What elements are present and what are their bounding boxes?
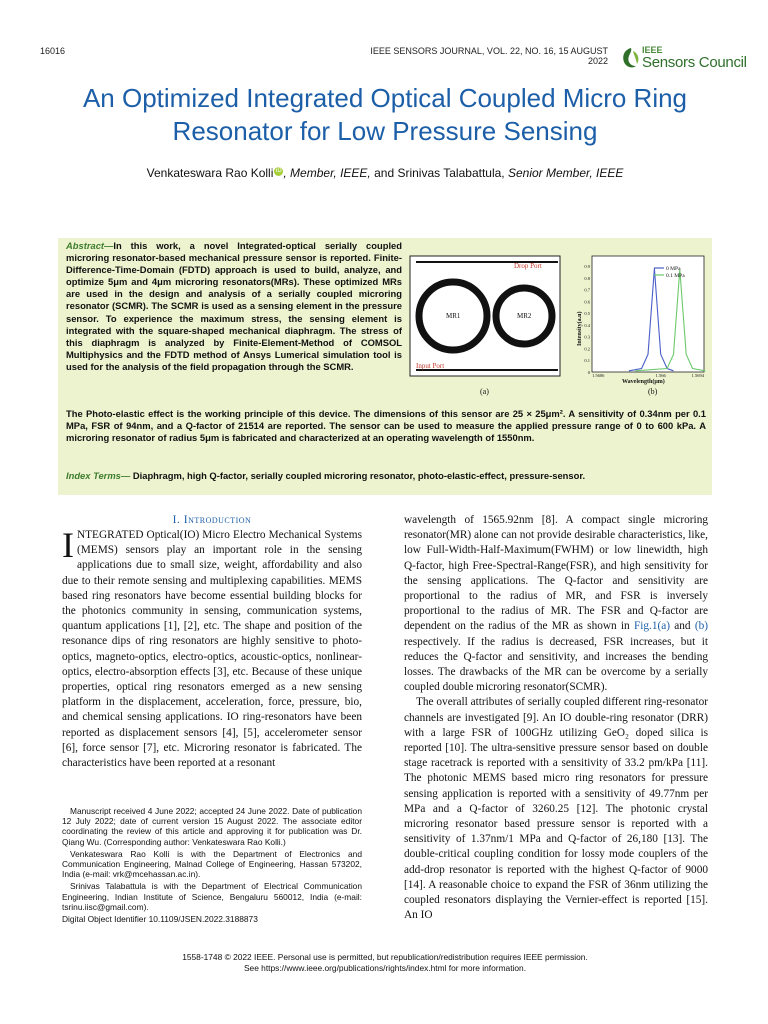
intro-column-2: [404, 513, 708, 923]
abstract-paragraph-1: [66, 240, 402, 373]
logo-text-council: Sensors Council: [642, 54, 747, 71]
abstract-label: Abstract—: [66, 240, 114, 251]
x-tick-label: 1.5694: [691, 373, 704, 378]
drop-port-label: Drop Port: [514, 262, 542, 270]
input-port-label: Input Port: [416, 362, 445, 370]
drop-cap: I: [62, 525, 74, 565]
paper-title: An Optimized Integrated Optical Coupled Micro Ring Resonator for Low Pressure Sensing: [82, 83, 688, 146]
fig1a-link[interactable]: Fig.1(a): [633, 620, 671, 633]
footnote-manuscript: Manuscript received 4 June 2022; accepted 24 June 2022. Date of publication 12 July 2022; date of current version 15 August 2022. The associate editor coordinating the review of this article and approving it for publication was Dr. Qiang Wu. (Corresponding author: Venkateswara Rao Kolli.): [62, 806, 362, 847]
section-title: Introduction: [183, 514, 252, 526]
author-joiner: and Srinivas Talabattula,: [370, 166, 508, 180]
figure-1-svg: [408, 254, 708, 400]
y-axis-label: Intensity(a.u): [577, 311, 583, 346]
y-tick-labels: [584, 264, 590, 375]
index-terms: [66, 470, 706, 482]
ieee-sensors-council-logo: [620, 44, 747, 74]
footnote-author-1: Venkateswara Rao Kolli is with the Department of Electronics and Communication Engineering, Malnad College of Engineering, Hassan 573202, India (e-mail: vrk@mcehassan.ac.in).: [62, 848, 362, 880]
copyright-footer: [40, 952, 730, 974]
orcid-icon[interactable]: iD: [276, 168, 282, 174]
y-tick-label: 0.9: [584, 264, 590, 269]
y-tick-label: 0.4: [584, 322, 590, 328]
author-line: [40, 166, 730, 180]
figure-label-a: (a): [480, 387, 489, 396]
y-tick-label: 0: [587, 370, 590, 375]
footnotes: [62, 806, 362, 926]
index-terms-label: Index Terms—: [66, 470, 131, 481]
section-number: I.: [172, 514, 184, 526]
abstract-paragraph-2: The Photo-elastic effect is the working principle of this device. The dimensions of this sensor are 25 × 25μm². A sensitivity of 0.34nm per 0.1 MPa, FSR of 94nm, and a Q-factor of 21514 are reported. The sensor can be used to measure the applied pressure range of 0 to 600 kPa. A microring resonator of radius 5μm is fabricated and characterized at an operating wavelength of 1550nm.: [66, 408, 706, 444]
copyright-line-2: See https://www.ieee.org/publications/rights/index.html for more information.: [243, 963, 527, 973]
y-tick-label: 0.5: [584, 311, 590, 317]
x-tick-label: 1.566: [655, 373, 666, 378]
x-tick-label: 1.5606: [592, 373, 605, 378]
section-heading: [62, 514, 362, 526]
y-tick-label: 0.8: [584, 275, 590, 281]
legend-01mpa: 0.1 MPa: [666, 273, 685, 279]
y-tick-label: 0.7: [584, 287, 590, 293]
intro-text-1: NTEGRATED Optical(IO) Micro Electro Mechanical Systems (MEMS) sensors play an important role in the sensing applications due to small size, weight, affordability and also due to their remote sensing and multiplexing capabilities. MEMS based ring resonators have become essential building blocks for the photonics community in sensing, communication systems, quantum applications [1], [2], etc. The shape and position of the resonance dips of ring resonators are highly sensitive to photo-optics, magneto-optics, electro-optics, acoustic-optics, nonlinear-optics, electro-absorption effects [3], etc. Because of these unique properties, optical ring resonators emerged as a new sensing platform in the displacement, acceleration, force, pressure, bio, and chemical sensing applications. IO ring-resonators have been reported as displacement sensors [4], [5], accelerometer sensor [6], force sensor [7], etc. Microring resonator is fabricated. The characteristics have been reported at a resonant: [62, 529, 362, 770]
intro-paragraph-1: [62, 525, 362, 771]
legend-0mpa: 0 MPa: [666, 266, 681, 272]
intro-text-and: and: [670, 620, 695, 633]
author-1: Venkateswara Rao Kolli: [146, 166, 274, 180]
author-2-role: Senior Member, IEEE: [507, 166, 624, 180]
x-tick-labels: [592, 373, 705, 378]
intro-text-2b: respectively. If the radius is decreased, FSR increases, but it reduces the Q-factor and sensitivity, and increases the bending losses. The drawbacks of the MR can be overcome by a serially coupled double microring resonator(SCMR).: [404, 635, 708, 694]
y-tick-label: 0.6: [584, 299, 590, 305]
page-number: 16016: [40, 46, 66, 56]
ring-mr2-label: MR2: [517, 312, 532, 320]
footnote-doi: Digital Object Identifier 10.1109/JSEN.2022.3188873: [62, 914, 258, 925]
spectrum-plot: [576, 256, 705, 385]
footnote-author-2: Srinivas Talabattula is with the Department of Electrical Communication Engineering, Indian Institute of Science, Bengaluru 560012, India (e-mail: tsrinu.iisc@gmail.com).: [62, 881, 362, 912]
copyright-line-1: 1558-1748 © 2022 IEEE. Personal use is permitted, but republication/redistribution requires IEEE permission.: [182, 952, 588, 962]
intro-paragraph-3: The overall attributes of serially coupled different ring-resonator channels are investigated [9]. An IO double-ring resonator (DRR) with a large FSR of 100GHz utilizing GeO₂ doped silica is reported [10]. The ultra-sensitive pressure sensor based on double stage racetrack is reported with a sensitivity of 33.2 pm/kPa [11]. The photonic MEMS based micro ring resonators for pressure sensing application is reported with a sensitivity of 49.77nm per MPa and a Q-factor of 3260.25 [12]. The photonic crystal microring resonator based pressure sensor is reported with a sensitivity of 1.37nm/1 MPa and Q-factor of 26,180 [13]. The double-critical coupling condition for lossy mode couplers of the add-drop resonator is reported with the highest Q-factor of 9000 [14]. A reasonable choice to expand the FSR of 36nm utilizing the coupled resonators displaying the Vernier-effect is reported [15]. An IO: [404, 696, 708, 922]
ring-mr1-label: MR1: [446, 312, 461, 320]
intro-paragraph-2: [404, 513, 708, 695]
logo-text-ieee: IEEE: [642, 45, 663, 55]
x-axis-label: Wavelength(μm): [622, 379, 665, 385]
abstract-text-1: In this work, a novel Integrated-optical serially coupled microring resonator-based mechanical pressure sensor is reported. Finite-Difference-Time-Domain (FDTD) approach is used to build, analyze, and optimize 5μm and 4μm microring resonators(MRs). These optimized MRs are used in the design and analysis of a serially coupled microring resonator (SCMR). The SCMR is used as a sensing element in the pressure sensor. To experience the maximum stress, the sensing element is integrated with the square-shaped mechanical diaphragm. The stress of this diaphragm is analyzed by Finite-Element-Method of COMSOL Multiphysics and the FDTD method of Ansys Lumerical simulation tool is used for the analysis of the field propagation through the SCMR.: [66, 240, 402, 372]
y-tick-label: 0.2: [584, 346, 590, 352]
fig1b-link[interactable]: (b): [694, 620, 708, 633]
intro-text-2a: wavelength of 1565.92nm [8]. A compact single microring resonator(MR) alone can not provide desirable characteristics, like, low Full-Width-Half-Maximum(FWHM) or low linewidth, high Q-factor, high Free-Spectral-Range(FSR), and high sensitivity for the sensing applications. The Q-factor and sensitivity are proportional to the radius of MR, and FSR is inversely proportional to the radius of MR. The FSR and Q-factor are dependent on the radius of the MR as shown in: [404, 514, 708, 633]
y-tick-label: 0.3: [584, 334, 590, 340]
figure-label-b: (b): [648, 387, 658, 396]
sensors-council-mark-icon: [620, 46, 642, 70]
author-1-role: , Member, IEEE,: [283, 166, 371, 180]
y-tick-label: 0.1: [584, 358, 590, 364]
index-terms-text: Diaphragm, high Q-factor, serially coupled microring resonator, photo-elastic-effect, pressure-sensor.: [130, 470, 586, 481]
figure-1: [408, 254, 708, 400]
journal-header: IEEE SENSORS JOURNAL, VOL. 22, NO. 16, 15 AUGUST 2022: [370, 46, 608, 66]
